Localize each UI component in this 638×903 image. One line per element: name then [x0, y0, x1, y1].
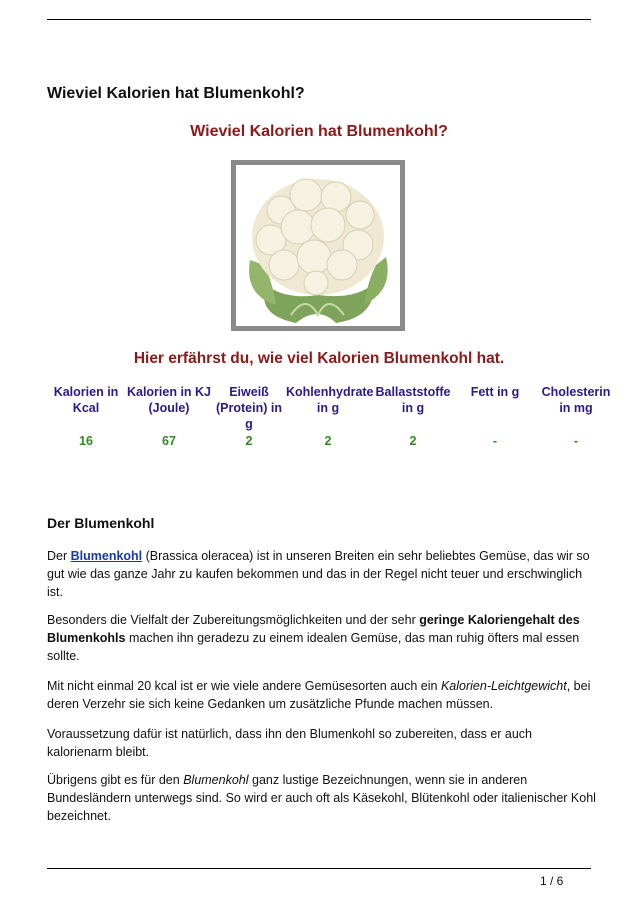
header-kj: Kalorien in KJ (Joule)	[126, 385, 212, 415]
paragraph-italic-text: Blumenkohl	[183, 773, 249, 787]
paragraph-preparation: Voraussetzung dafür ist natürlich, dass ihn den Blumenkohl so zubereiten, dass er auch kalorienarm bleibt.	[47, 727, 533, 759]
page-number: 1 / 6	[540, 874, 564, 888]
paragraph-calories	[47, 677, 597, 713]
value-protein: 2	[245, 434, 253, 448]
paragraph-names	[47, 771, 597, 825]
cauliflower-photo-frame	[231, 160, 405, 331]
paragraph-intro	[47, 547, 597, 601]
section-title: Der Blumenkohl	[47, 515, 155, 531]
sub-title: Wieviel Kalorien hat Blumenkohl?	[190, 123, 448, 140]
header-carbs: Kohlenhydrate in g	[286, 385, 374, 415]
intro-heading: Hier erfährst du, wie viel Kalorien Blumenkohl hat.	[133, 350, 505, 367]
paragraph-text: Der	[47, 549, 71, 563]
bottom-rule	[47, 868, 591, 869]
table-header-row	[47, 384, 617, 432]
value-carbs: 2	[324, 434, 332, 448]
value-kj: 67	[162, 434, 176, 448]
blumenkohl-link[interactable]: Blumenkohl	[70, 549, 143, 563]
paragraph-text: Übrigens gibt es für den	[47, 773, 184, 787]
value-cholesterol: -	[573, 434, 579, 448]
header-protein: Eiweiß (Protein) in g	[216, 385, 282, 431]
table-row	[47, 432, 617, 449]
paragraph-bold-text: geringe Kaloriengehalt des Blumenkohls	[47, 613, 580, 645]
paragraph-italic-text: Kalorien-Leichtgewicht	[440, 679, 567, 693]
cauliflower-icon	[236, 165, 400, 326]
header-cholesterol: Cholesterin in mg	[541, 385, 611, 415]
header-fiber: Ballaststoffe in g	[375, 385, 451, 415]
header-fat: Fett in g	[470, 385, 520, 399]
paragraph-text: Mit nicht einmal 20 kcal ist er wie viele andere Gemüsesorten auch ein	[47, 679, 441, 693]
paragraph-text: (Brassica oleracea) ist in unseren Breiten ein sehr beliebtes Gemüse, das wir so gut wie das ganze Jahr zu kaufen bekommen und das in der Regel nicht teuer und erschwinglich ist.	[47, 549, 590, 599]
page-title: Wieviel Kalorien hat Blumenkohl?	[47, 85, 305, 102]
header-kcal: Kalorien in Kcal	[53, 385, 119, 415]
paragraph-text: , bei deren Verzehr sie sich keine Gedanken um zusätzliche Pfunde machen müssen.	[47, 679, 591, 711]
paragraph-text: ganz lustige Bezeichnungen, wenn sie in anderen Bundesländern unterwegs sind. So wird er auch oft als Käsekohl, Blütenkohl oder italienischer Kohl bezeichnet.	[47, 773, 596, 823]
top-rule	[47, 19, 591, 20]
value-fiber: 2	[409, 434, 417, 448]
value-fat: -	[492, 434, 498, 448]
paragraph-variety	[47, 611, 597, 665]
value-kcal: 16	[79, 434, 93, 448]
paragraph-text: Besonders die Vielfalt der Zubereitungsmöglichkeiten und der sehr	[47, 613, 420, 627]
nutrition-table	[47, 384, 617, 449]
paragraph-text: machen ihn geradezu zu einem idealen Gemüse, das man ruhig öfters mal essen sollte.	[47, 631, 580, 663]
